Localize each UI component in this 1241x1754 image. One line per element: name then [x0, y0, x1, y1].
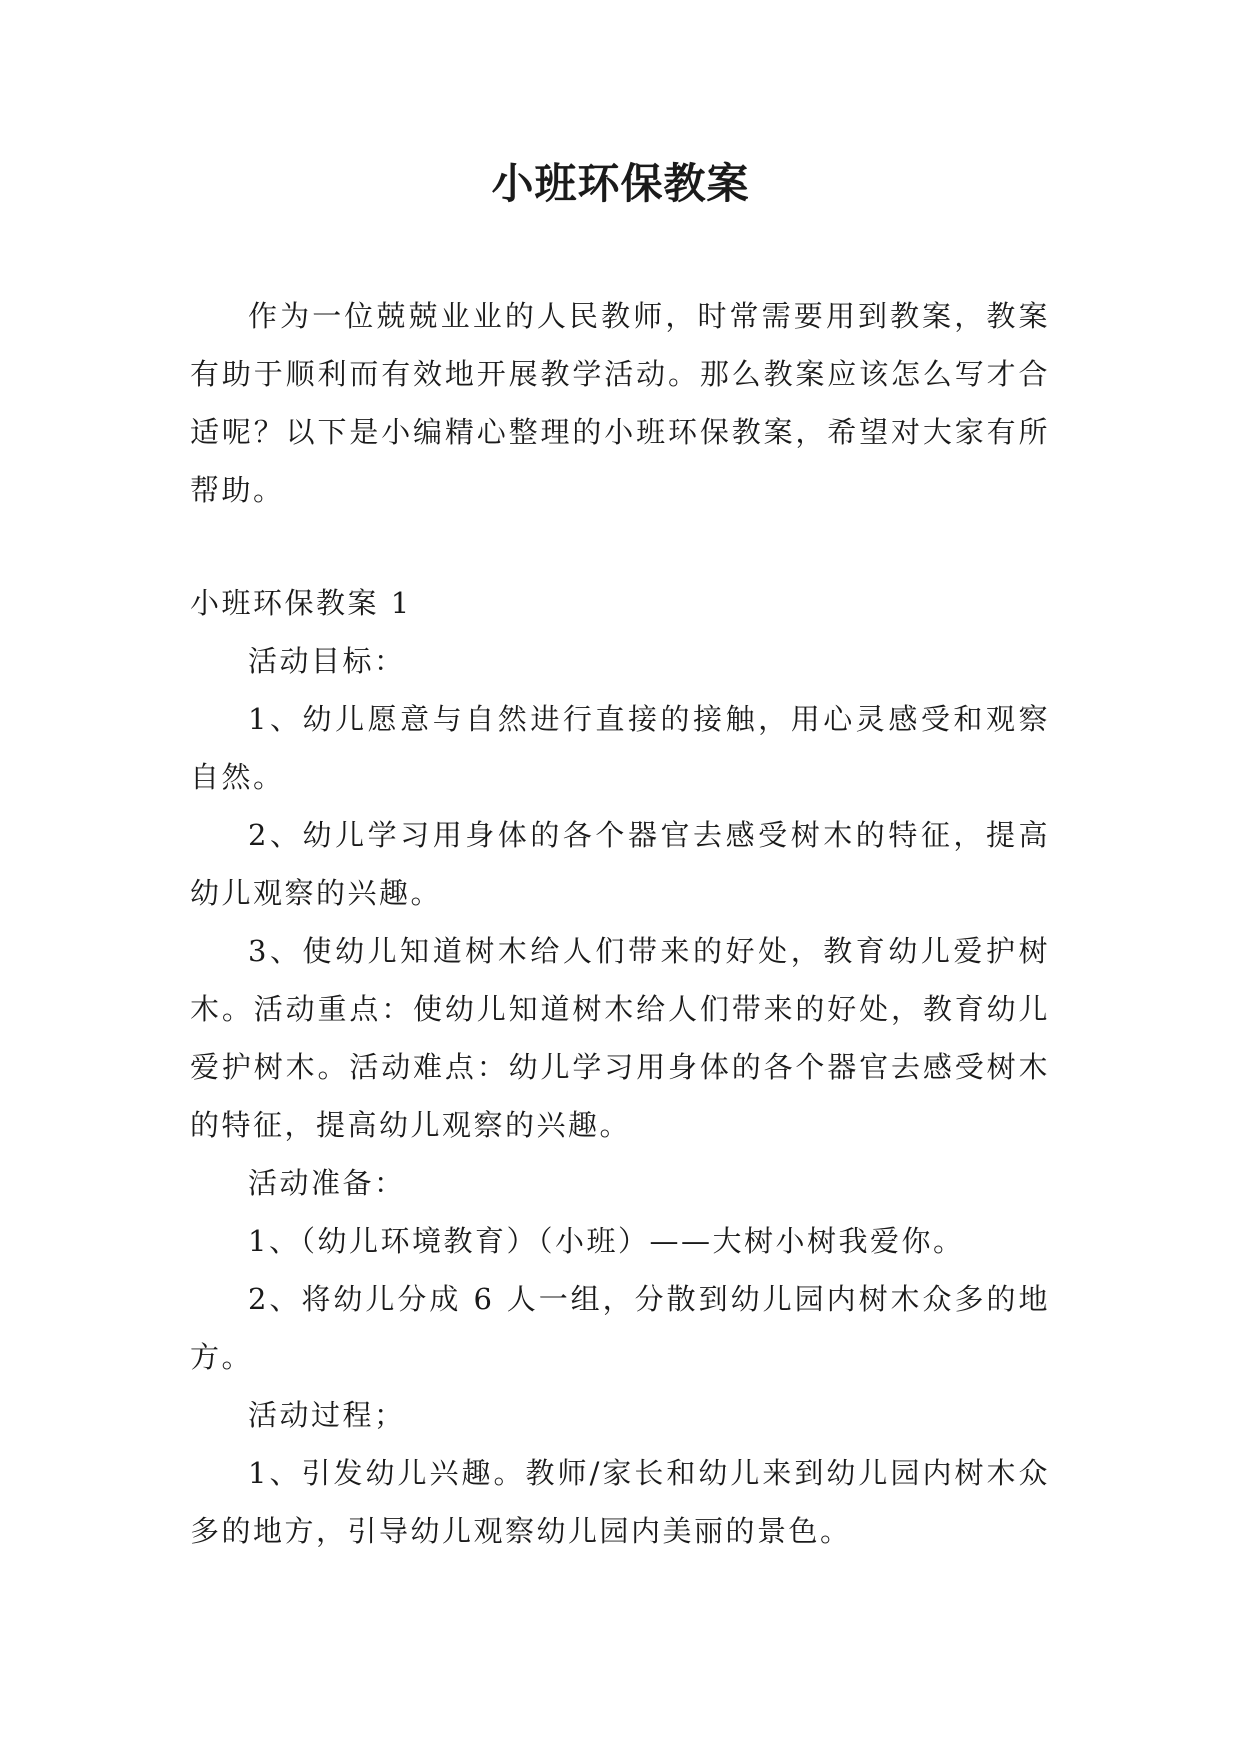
prep-item-2: 2、将幼儿分成 6 人一组，分散到幼儿园内树木众多的地方。	[190, 1282, 1050, 1374]
section-1	[190, 574, 1050, 1560]
goal-item-1: 1、幼儿愿意与自然进行直接的接触，用心灵感受和观察自然。	[190, 702, 1050, 794]
goal-item-2: 2、幼儿学习用身体的各个器官去感受树木的特征，提高幼儿观察的兴趣。	[190, 818, 1050, 910]
activity-process-heading: 活动过程；	[248, 1398, 406, 1432]
prep-item-1: 1、（幼儿环境教育）（小班）——大树小树我爱你。	[248, 1224, 965, 1258]
process-item-1: 1、引发幼儿兴趣。教师/家长和幼儿来到幼儿园内树木众多的地方，引导幼儿观察幼儿园内美丽的景色。	[190, 1456, 1050, 1548]
activity-prep-heading: 活动准备：	[248, 1166, 406, 1200]
goal-item-3: 3、使幼儿知道树木给人们带来的好处，教育幼儿爱护树木。活动重点：使幼儿知道树木给人们带来的好处，教育幼儿爱护树木。活动难点：幼儿学习用身体的各个器官去感受树木的特征，提高幼儿观察的兴趣。	[190, 934, 1050, 1142]
document-title: 小班环保教案	[491, 159, 750, 208]
intro-paragraph: 作为一位兢兢业业的人民教师，时常需要用到教案，教案有助于顺利而有效地开展教学活动。那么教案应该怎么写才合适呢？以下是小编精心整理的小班环保教案，希望对大家有所帮助。	[190, 299, 1050, 507]
intro-block	[190, 287, 1050, 519]
activity-goals-heading: 活动目标：	[248, 644, 406, 678]
section-heading: 小班环保教案 1	[190, 586, 412, 620]
